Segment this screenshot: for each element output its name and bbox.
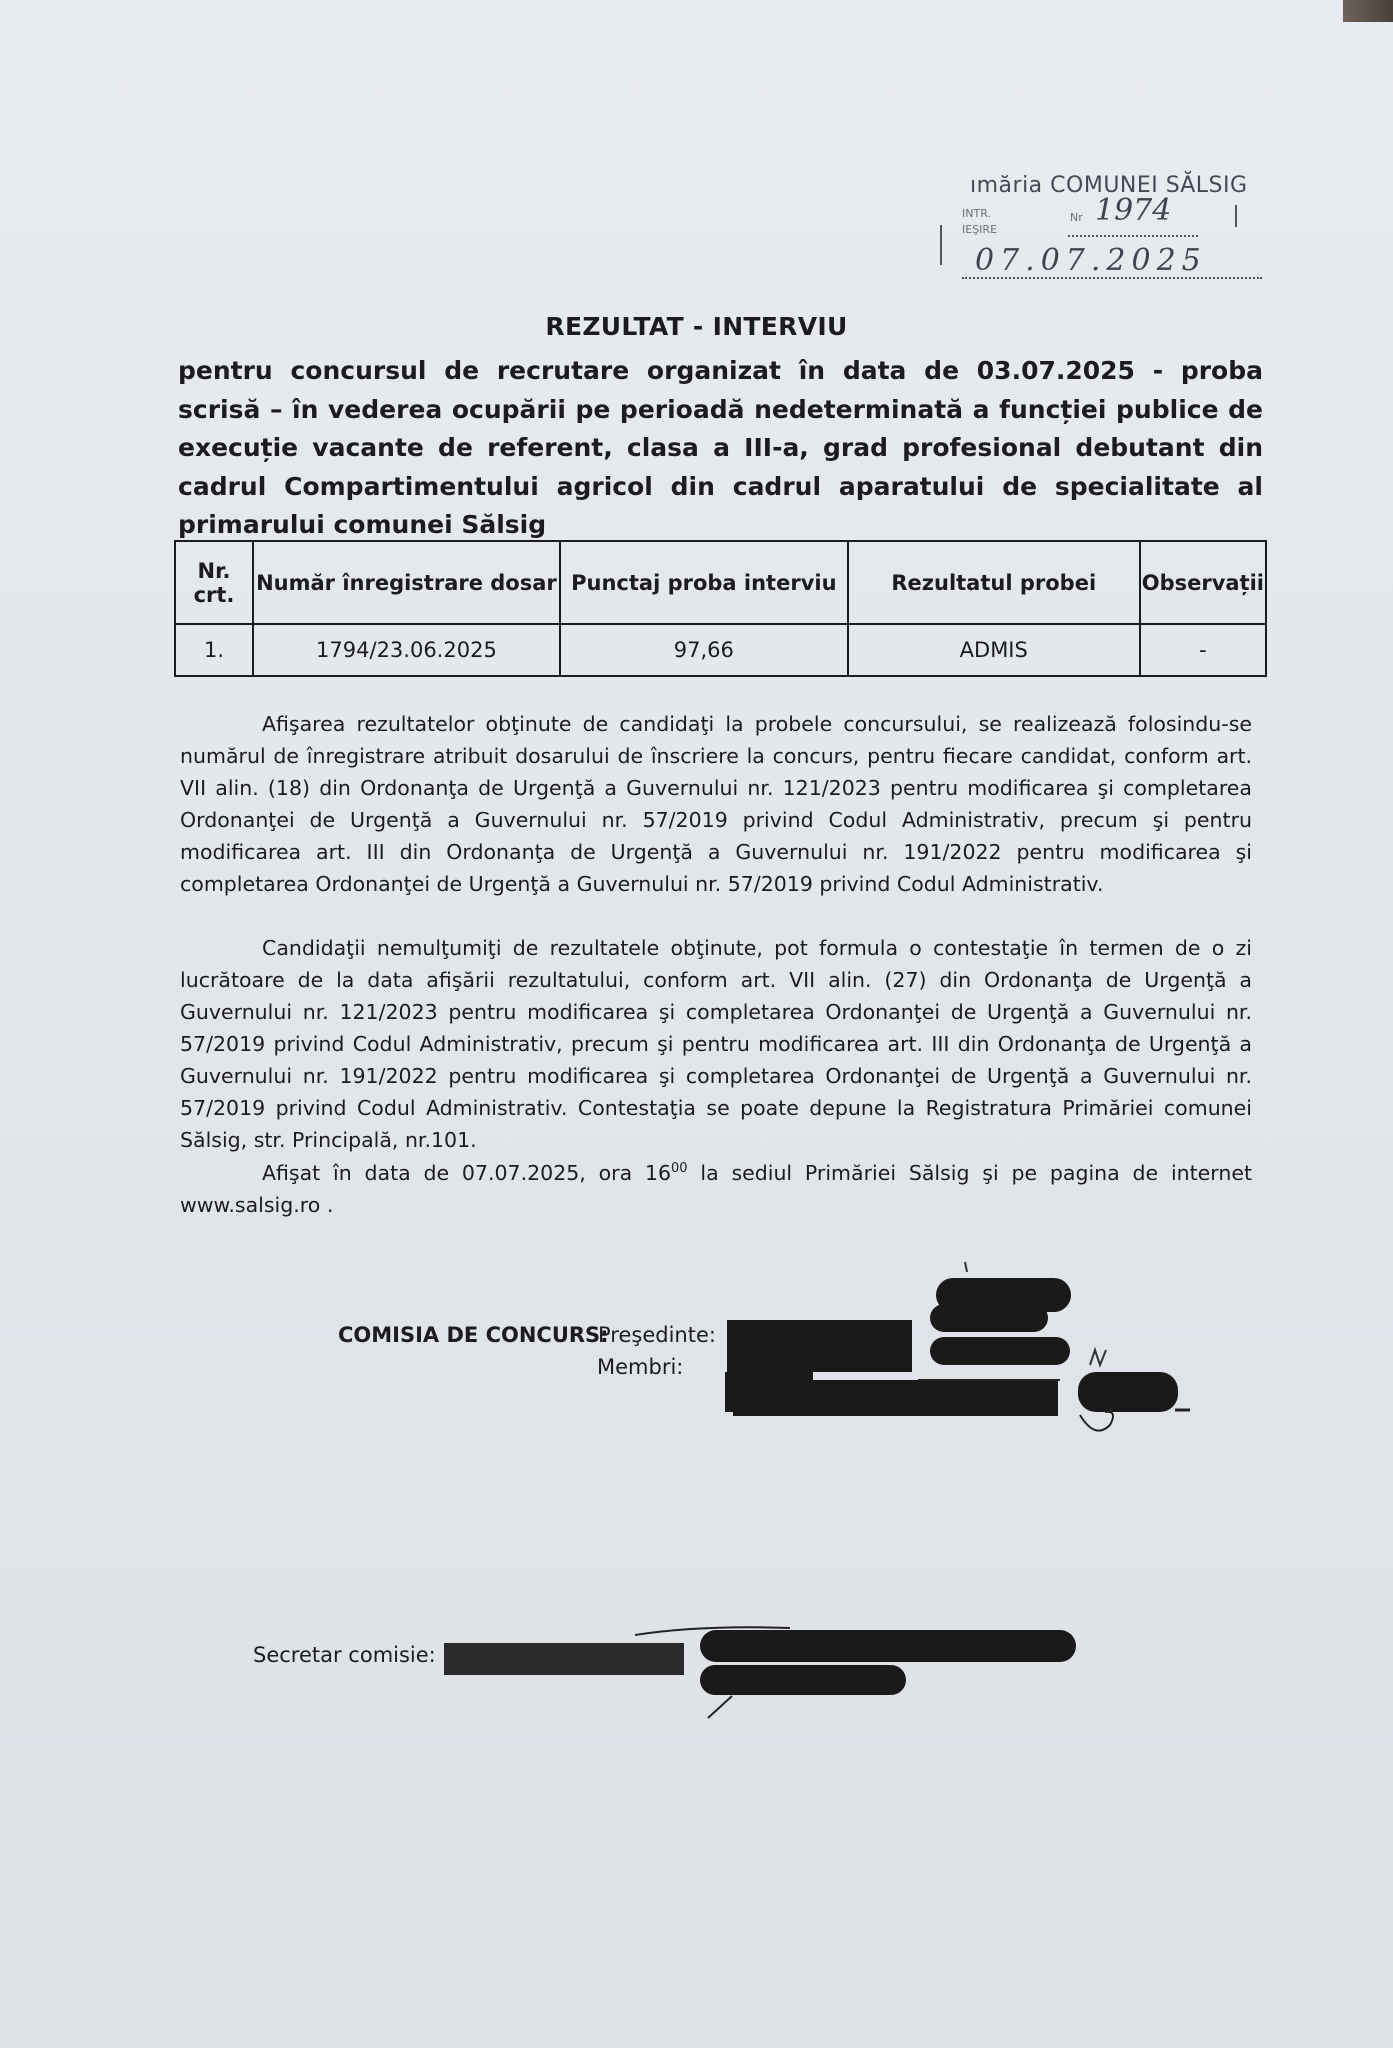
redacted-signature — [1078, 1372, 1178, 1412]
stamp-right-bar — [1235, 205, 1237, 227]
page-title: REZULTAT - INTERVIU — [545, 312, 848, 341]
stamp-number-rule — [1068, 235, 1198, 237]
redacted-member-name — [733, 1380, 1058, 1416]
registration-stamp — [960, 165, 1290, 295]
commission-label: COMISIA DE CONCURS: — [338, 1323, 609, 1347]
posting-text: Afişat în data de 07.07.2025, ora 16 — [262, 1161, 672, 1185]
posting-hour-sup: 00 — [671, 1161, 688, 1176]
results-table — [174, 540, 1267, 677]
paragraph-text: Candidaţii nemulţumiţi de rezultatele obţinute, pot formula o contestaţie în termen de o zi lucrătoare de la data afişării rezultatului, conform art. VII alin. (27) din Ordonanţa de Urgenţă a Guvernului nr. 121/2023 pentru modificarea şi completarea Ordonanţei de Urgenţă a Guvernului nr. 57/2019 privind Codul Administrativ, precum şi pentru modificarea art. III din Ordonanţa de Urgenţă a Guvernului nr. 191/2022 pentru modificarea şi completarea Ordonanţei de Urgenţă a Guvernului nr. 57/2019 privind Codul Administrativ. Contestaţia se poate depune la Registratura Primăriei comunei Sălsig, str. Principală, nr.101. — [180, 936, 1252, 1152]
redacted-signature — [700, 1665, 906, 1695]
secretary-label: Secretar comisie: — [253, 1643, 436, 1667]
cell-observatii: - — [1140, 624, 1266, 676]
cell-nr: 1. — [175, 624, 253, 676]
cell-dosar: 1794/23.06.2025 — [253, 624, 560, 676]
page-subtitle: pentru concursul de recrutare organizat în data de 03.07.2025 - proba scrisă – în vederea ocupării pe perioadă nedeterminată a funcției publice de execuție vacante de referent, clasa a III-a, grad profesional debutant din cadrul Compartimentului agricol din cadrul aparatului de specialitate al primarului comunei Sălsig — [178, 356, 1263, 539]
cell-rezultat: ADMIS — [848, 624, 1140, 676]
redacted-signature — [930, 1337, 1070, 1365]
background-corner — [1343, 0, 1393, 22]
table-header-row — [175, 541, 1266, 624]
members-label: Membri: — [597, 1355, 684, 1379]
redacted-signature — [930, 1304, 1048, 1332]
paragraph-posting — [180, 1157, 1252, 1221]
president-label: Preşedinte: — [598, 1323, 716, 1347]
col-header-rezultat: Rezultatul probei — [848, 541, 1140, 624]
paragraph-text: Afişarea rezultatelor obţinute de candidaţi la probele concursului, se realizează folosindu-se numărul de înregistrare atribuit dosarului de înscriere la concurs, pentru fiecare candidat, conform art. VII alin. (18) din Ordonanţa de Urgenţă a Guvernului nr. 121/2023 pentru modificarea şi completarea Ordonanţei de Urgenţă a Guvernului nr. 57/2019 privind Codul Administrativ, precum şi pentru modificarea art. III din Ordonanţa de Urgenţă a Guvernului nr. 191/2022 pentru modificarea şi completarea Ordonanţei de Urgenţă a Guvernului nr. 57/2019 privind Codul Administrativ. — [180, 712, 1252, 896]
paragraph-text — [180, 1157, 1252, 1221]
table-row — [175, 624, 1266, 676]
col-header-punctaj: Punctaj proba interviu — [560, 541, 848, 624]
stamp-label-intrare: INTR. — [962, 207, 991, 220]
cell-punctaj: 97,66 — [560, 624, 848, 676]
redacted-signature — [700, 1630, 1076, 1662]
paragraph-display-results — [180, 708, 1252, 900]
paragraph-contestation — [180, 932, 1252, 1156]
stamp-label-nr: Nr — [1070, 211, 1083, 224]
stamp-number: 1974 — [1095, 193, 1172, 228]
col-header-nr: Nr. crt. — [175, 541, 253, 624]
col-header-dosar: Număr înregistrare dosar — [253, 541, 560, 624]
stamp-label-iesire: IEŞIRE — [962, 223, 998, 236]
stamp-left-bar — [940, 225, 942, 265]
redacted-president-name — [727, 1320, 912, 1372]
redacted-secretary-name — [444, 1643, 684, 1675]
col-header-observatii: Observații — [1140, 541, 1266, 624]
stamp-institution: ımăria COMUNEI SĂLSIG — [970, 173, 1248, 198]
posting-text-tail: la sediul Primăriei Sălsig şi pe pagina de internet www.salsig.ro . — [180, 1161, 1253, 1217]
stamp-date: 07.07.2025 — [975, 243, 1207, 278]
